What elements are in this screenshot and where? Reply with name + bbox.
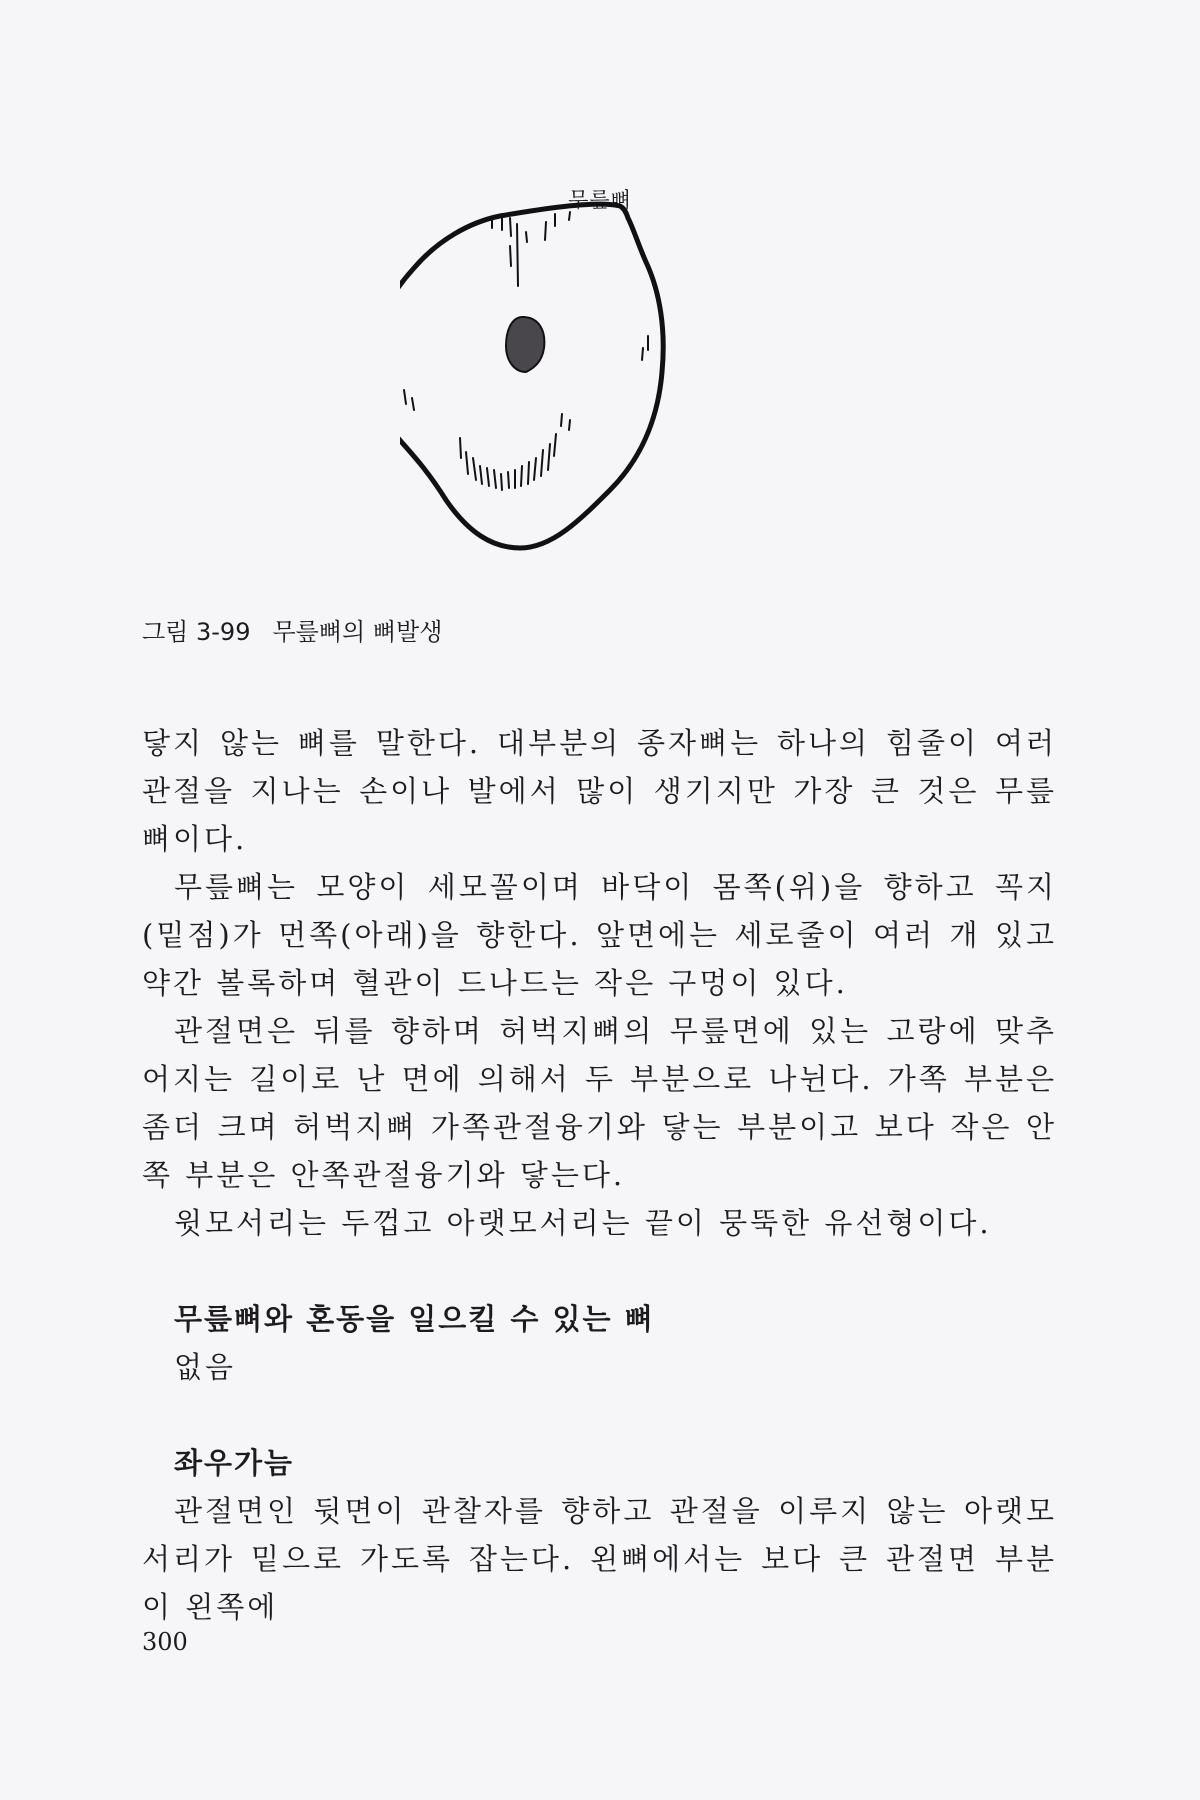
paragraph: 없음 xyxy=(174,1350,237,1384)
top-hatching xyxy=(492,212,570,286)
section-heading: 무릎뼈와 혼동을 일으킬 수 있는 뼈 xyxy=(174,1302,655,1336)
figure-label: 무릎뼈 xyxy=(568,188,632,212)
right-hatching xyxy=(642,336,648,360)
paragraph: 닿지 않는 뼈를 말한다. 대부분의 종자뼈는 하나의 힘줄이 여러 관절을 지나는 손이나 발에서 많이 생기지만 가장 큰 것은 무릎뼈이다. xyxy=(142,726,1057,856)
patella-illustration xyxy=(400,200,800,590)
figure-number: 그림 3-99 xyxy=(142,618,251,646)
patella-outline xyxy=(400,204,663,548)
paragraph: 관절면은 뒤를 향하며 허벅지뼈의 무릎면에 있는 고랑에 맞추어지는 길이로 난 면에 의해서 두 부분으로 나뉜다. 가쪽 부분은 좀더 크며 허벅지뼈 가쪽관절융기와 닿는 부분이고 보다 작은 안쪽 부분은 안쪽관절융기와 닿는다. xyxy=(142,1014,1057,1192)
figure-title: 무릎뼈의 뼈발생 xyxy=(272,618,443,646)
section-heading: 좌우가늠 xyxy=(174,1446,295,1480)
body-text xyxy=(142,719,1057,1631)
bottom-hatching xyxy=(460,414,570,490)
left-hatching xyxy=(400,370,414,410)
paragraph: 관절면인 뒷면이 관찰자를 향하고 관절을 이루지 않는 아랫모서리가 밑으로 가도록 잡는다. 왼뼈에서는 보다 큰 관절면 부분이 왼쪽에 xyxy=(142,1494,1057,1624)
figure-caption xyxy=(142,612,442,647)
nutrient-foramen xyxy=(506,317,544,372)
paragraph: 윗모서리는 두껍고 아랫모서리는 끝이 뭉뚝한 유선형이다. xyxy=(174,1206,992,1240)
paragraph: 무릎뼈는 모양이 세모꼴이며 바닥이 몸쪽(위)을 향하고 꼭지(밑점)가 먼쪽(아래)을 향한다. 앞면에는 세로줄이 여러 개 있고 약간 볼록하며 혈관이 드나드는 작은 구멍이 있다. xyxy=(142,870,1057,1000)
page-number: 300 xyxy=(142,1628,188,1656)
